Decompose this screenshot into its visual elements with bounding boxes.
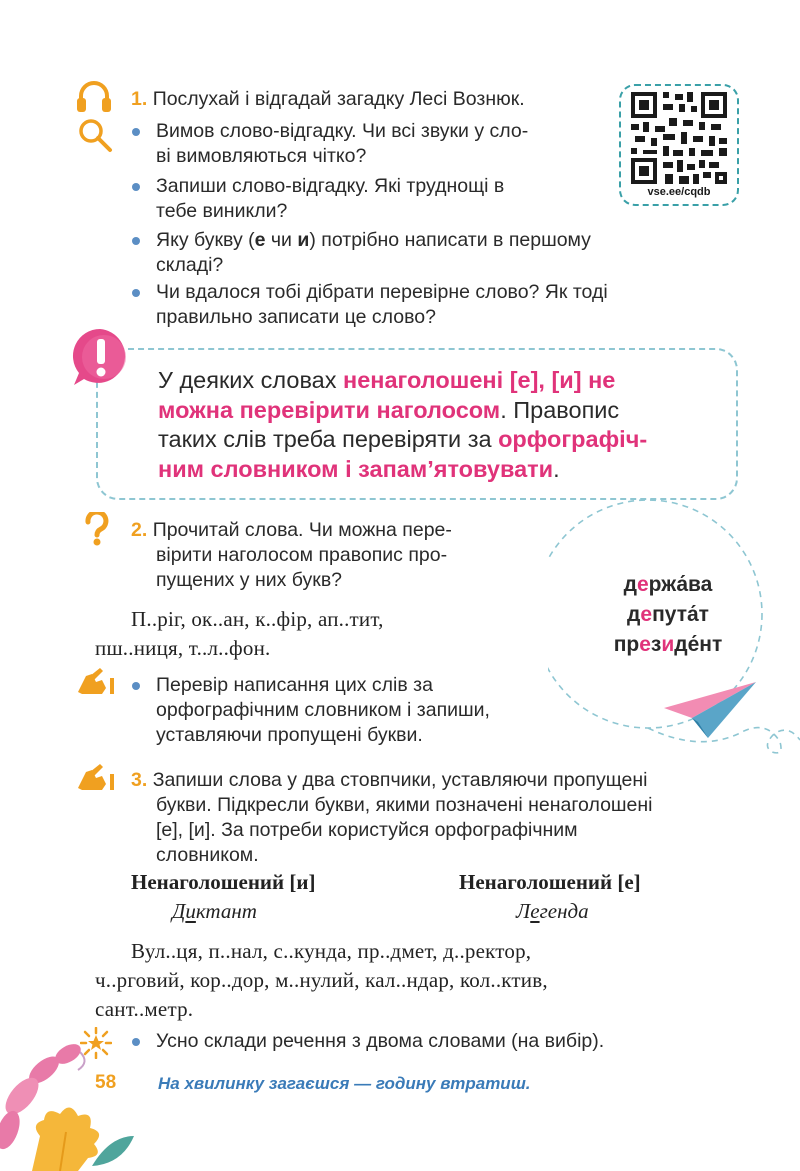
ex3-line-4: словником.	[156, 844, 259, 866]
bullet	[132, 128, 140, 136]
ex1-bullet-1-line-2: ві вимовляються чітко?	[156, 145, 367, 167]
rule-line-4: ним словником і запам’ятовувати.	[158, 455, 560, 482]
rule-line-2: можна перевірити наголосом. Правопис	[158, 396, 620, 423]
bullet	[132, 289, 140, 297]
paper-plane-icon	[664, 682, 760, 740]
ex3-line-1: 3. Запиши слова у два стовпчики, уставляючи пропущені	[131, 769, 648, 791]
rule-text	[158, 366, 718, 484]
magnifier-icon	[78, 118, 114, 154]
circle-word-3: президе́нт	[613, 633, 723, 656]
ex1-heading	[131, 87, 525, 111]
ex1-text: Послухай і відгадай загадку Лесі Вознюк.	[152, 88, 525, 110]
ex3-words-line-2: ч..рговий, кор..дор, м..нулий, кал..ндар, кол..ктив,	[95, 968, 548, 992]
page-number: 58	[95, 1072, 117, 1093]
ex1-bullet-3-line-2: складі?	[156, 254, 224, 276]
ex1-bullet-3-line-1: Яку букву (е чи и) потрібно написати в першому	[156, 229, 591, 251]
ex3-line-3: [е], [и]. За потреби користуйся орфографічним	[156, 819, 578, 841]
leaves-decoration	[0, 1040, 140, 1171]
col2-example: Легенда	[516, 899, 589, 923]
circle-words	[590, 570, 746, 660]
ex1-bullet-1-line-1: Вимов слово-відгадку. Чи всі звуки у сло-	[156, 120, 529, 142]
exclamation-icon	[70, 327, 132, 387]
writing-hand-icon	[76, 668, 118, 696]
circle-word-2: депута́т	[627, 603, 709, 626]
ex2-bullet-line-3: уставляючи пропущені букви.	[156, 724, 423, 746]
ex1-number: 1.	[131, 88, 148, 110]
ex3-words-line-3: сант..метр.	[95, 997, 194, 1021]
ex1-bullet-4-line-1: Чи вдалося тобі дібрати перевірне слово? Як тоді	[156, 281, 608, 303]
ex2-line-1: 2. Прочитай слова. Чи можна пере-	[131, 519, 452, 541]
qr-code[interactable]	[619, 84, 739, 206]
ex2-words-line-2: пш..ниця, т..л..фон.	[95, 636, 271, 660]
rule-line-3: таких слів треба перевіряти за орфографіч-	[158, 426, 648, 452]
question-icon	[84, 512, 110, 546]
circle-word-1: держа́ва	[623, 573, 713, 596]
ex2-bullet-line-1: Перевір написання цих слів за	[156, 674, 433, 696]
ex2-words-line-1: П..ріг, ок..ан, к..фір, ап..тит,	[131, 607, 384, 631]
bullet	[132, 682, 140, 690]
ex1-bullet-2-line-2: тебе виникли?	[156, 200, 288, 222]
ex3-words-line-1: Вул..ця, п..нал, с..кунда, пр..дмет, д..ректор,	[131, 939, 532, 963]
headphones-icon	[76, 80, 112, 114]
writing-hand-icon	[76, 764, 118, 792]
footer-proverb: На хвилинку загаєшся — годину втратиш.	[158, 1074, 531, 1093]
col1-example: Диктант	[172, 899, 257, 923]
col1-heading: Ненаголошений [и]	[131, 870, 316, 894]
ex3-bullet: Усно склади речення з двома словами (на вибір).	[156, 1030, 605, 1052]
qr-caption[interactable]: vse.ee/cqdb	[647, 186, 711, 198]
rule-line-1: У деяких словах ненаголошені [е], [и] не	[158, 367, 616, 393]
ex2-line-3: пущених у них букв?	[156, 569, 343, 591]
ex1-bullet-4-line-2: правильно записати це слово?	[156, 306, 436, 328]
ex1-bullet-2-line-1: Запиши слово-відгадку. Які труднощі в	[156, 175, 505, 197]
ex2-line-2: вірити наголосом правопис про-	[156, 544, 448, 566]
bullet	[132, 183, 140, 191]
ex3-line-2: букви. Підкресли букви, якими позначені ненаголошені	[156, 794, 653, 816]
qr-code-image	[631, 92, 727, 184]
col2-heading: Ненаголошений [е]	[459, 870, 641, 894]
ex2-bullet-line-2: орфографічним словником і запиши,	[156, 699, 490, 721]
bullet	[132, 237, 140, 245]
